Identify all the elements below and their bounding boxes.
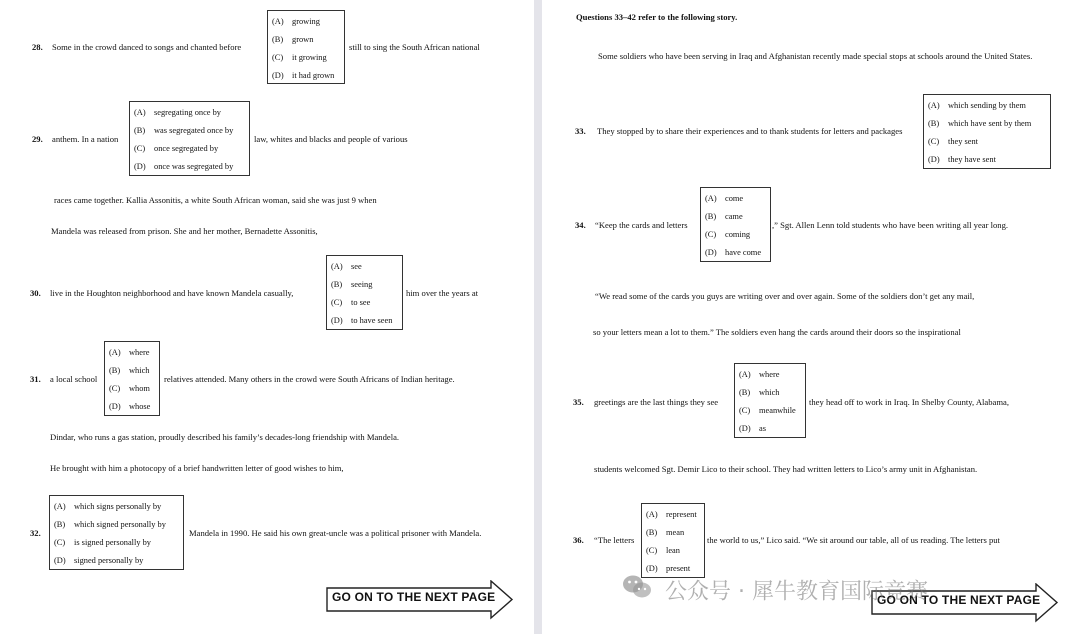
story-intro: Some soldiers who have been serving in Iraq and Afghanistan recently made special stops at schools around the United States. — [598, 51, 1033, 61]
passage-line: students welcomed Sgt. Demir Lico to their school. They had written letters to Lico’s army unit in Afghanistan. — [594, 464, 978, 474]
passage-line: so your letters mean a lot to them.” The soldiers even hang the cards around their doors so the inspirational — [593, 327, 961, 337]
go-next-page-arrow — [326, 580, 512, 616]
choice-option[interactable]: (B) grown — [272, 35, 314, 44]
choice-option[interactable]: (A) segregating once by — [134, 108, 221, 117]
question-31-choices — [104, 341, 160, 416]
question-36-choices — [641, 503, 705, 578]
question-28-choices — [267, 10, 345, 84]
question-30-choices — [326, 255, 403, 330]
go-next-label: GO ON TO THE NEXT PAGE — [332, 590, 496, 604]
choice-option[interactable]: (C) lean — [646, 546, 680, 555]
question-28-text-after: still to sing the South African national — [349, 42, 480, 52]
question-30-number: 30. — [30, 288, 41, 298]
choice-option[interactable]: (D) they have sent — [928, 155, 996, 164]
choice-option[interactable]: (A) which signs personally by — [54, 502, 162, 511]
choice-option[interactable]: (A) where — [739, 370, 780, 379]
choice-option[interactable]: (D) it had grown — [272, 71, 335, 80]
choice-option[interactable]: (C) meanwhile — [739, 406, 796, 415]
passage-line: Mandela was released from prison. She and her mother, Bernadette Assonitis, — [51, 226, 318, 236]
left-page — [0, 0, 534, 634]
question-36-number: 36. — [573, 535, 584, 545]
go-next-label: GO ON TO THE NEXT PAGE — [877, 593, 1041, 607]
question-34-choices — [700, 187, 771, 262]
question-29-text-after: law, whites and blacks and people of various — [254, 134, 408, 144]
choice-option[interactable]: (C) to see — [331, 298, 371, 307]
choice-option[interactable]: (A) growing — [272, 17, 320, 26]
choice-option[interactable]: (A) represent — [646, 510, 697, 519]
question-30-text-after: him over the years at — [406, 288, 479, 298]
question-29-choices — [129, 101, 250, 176]
choice-option[interactable]: (D) once was segregated by — [134, 162, 234, 171]
question-28-number: 28. — [32, 42, 43, 52]
choice-option[interactable]: (C) they sent — [928, 137, 979, 146]
passage-line: races came together. Kallia Assonitis, a white South African woman, said she was just 9 when — [54, 195, 377, 205]
question-35-text-after: they head off to work in Iraq. In Shelby County, Alabama, — [809, 397, 1010, 407]
choice-option[interactable]: (B) which — [109, 366, 150, 375]
choice-option[interactable]: (B) mean — [646, 528, 685, 537]
right-page — [542, 0, 1080, 634]
question-33-choices — [923, 94, 1051, 169]
question-34-number: 34. — [575, 220, 586, 230]
question-28-text-before: Some in the crowd danced to songs and chanted before — [52, 42, 242, 52]
question-31-text-before: a local school — [50, 374, 98, 384]
question-33-number: 33. — [575, 126, 586, 136]
choice-option[interactable]: (D) to have seen — [331, 316, 393, 325]
passage-line: “We read some of the cards you guys are writing over and over again. Some of the soldiers don’t get any mail, — [595, 291, 975, 301]
question-36-text-after: the world to us,” Lico said. “We sit around our table, all of us reading. The letters put — [707, 535, 1000, 545]
choice-option[interactable]: (A) where — [109, 348, 150, 357]
question-35-text-before: greetings are the last things they see — [594, 397, 719, 407]
question-36-text-before: “The letters — [594, 535, 635, 545]
choice-option[interactable]: (D) have come — [705, 248, 762, 257]
question-35-number: 35. — [573, 397, 584, 407]
passage-line: He brought with him a photocopy of a brief handwritten letter of good wishes to him, — [50, 463, 344, 473]
choice-option[interactable]: (B) seeing — [331, 280, 373, 289]
question-32-choices — [49, 495, 184, 570]
choice-option[interactable]: (C) once segregated by — [134, 144, 219, 153]
wechat-icon — [622, 574, 652, 606]
question-33-text-before: They stopped by to share their experiences and to thank students for letters and packages — [597, 126, 903, 136]
question-35-choices — [734, 363, 806, 438]
choice-option[interactable]: (B) was segregated once by — [134, 126, 234, 135]
choice-option[interactable]: (A) see — [331, 262, 362, 271]
choice-option[interactable]: (C) whom — [109, 384, 150, 393]
choice-option[interactable]: (C) coming — [705, 230, 751, 239]
choice-option[interactable]: (A) come — [705, 194, 744, 203]
watermark — [622, 574, 928, 608]
choice-option[interactable]: (D) whose — [109, 402, 151, 411]
question-34-text-before: “Keep the cards and letters — [595, 220, 688, 230]
watermark-text: 公众号 · 犀牛教育国际竞赛 — [665, 579, 928, 605]
choice-option[interactable]: (B) which have sent by them — [928, 119, 1032, 128]
question-29-number: 29. — [32, 134, 43, 144]
choice-option[interactable]: (D) signed personally by — [54, 556, 144, 565]
story-heading: Questions 33–42 refer to the following story. — [576, 12, 738, 22]
question-31-number: 31. — [30, 374, 41, 384]
question-32-number: 32. — [30, 528, 41, 538]
choice-option[interactable]: (B) which signed personally by — [54, 520, 166, 529]
choice-option[interactable]: (A) which sending by them — [928, 101, 1026, 110]
passage-line: Dindar, who runs a gas station, proudly described his family’s decades-long friendship with Mandela. — [50, 432, 400, 442]
choice-option[interactable]: (B) came — [705, 212, 743, 221]
choice-option[interactable]: (D) present — [646, 564, 691, 573]
question-31-text-after: relatives attended. Many others in the crowd were South Africans of Indian heritage. — [164, 374, 455, 384]
choice-option[interactable]: (C) it growing — [272, 53, 327, 62]
page-gutter — [534, 0, 542, 634]
question-30-text-before: live in the Houghton neighborhood and have known Mandela casually, — [50, 288, 294, 298]
question-32-text-after: Mandela in 1990. He said his own great-uncle was a political prisoner with Mandela. — [189, 528, 482, 538]
choice-option[interactable]: (C) is signed personally by — [54, 538, 151, 547]
choice-option[interactable]: (D) as — [739, 424, 766, 433]
choice-option[interactable]: (B) which — [739, 388, 780, 397]
question-29-text-before: anthem. In a nation — [52, 134, 119, 144]
question-34-text-after: ,” Sgt. Allen Lenn told students who have been writing all year long. — [772, 220, 1009, 230]
